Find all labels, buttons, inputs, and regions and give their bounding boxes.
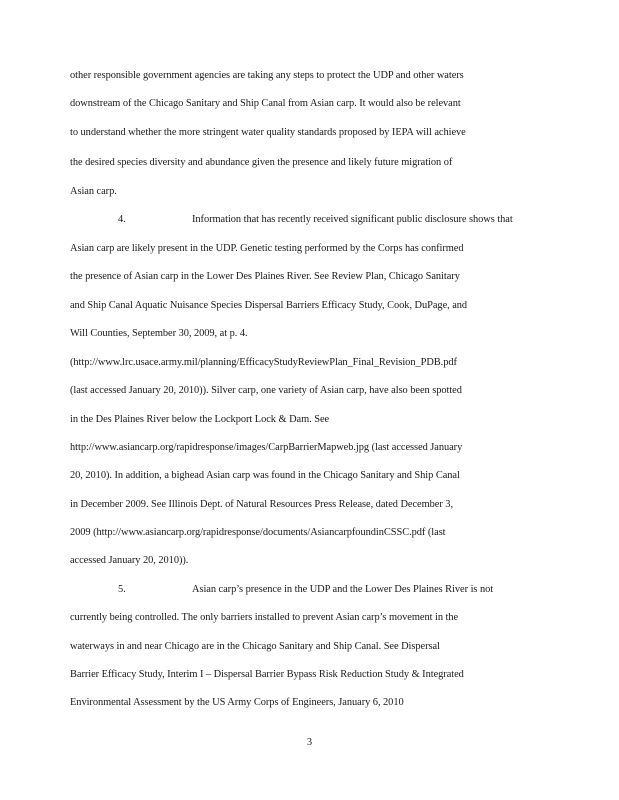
- paragraph-number: 4.: [118, 214, 126, 225]
- text-line: waterways in and near Chicago are in the Chicago Sanitary and Ship Canal. See Dispersal: [70, 641, 440, 652]
- text-line: (last accessed January 20, 2010)). Silver carp, one variety of Asian carp, have also been spotted: [70, 385, 462, 396]
- text-line: the desired species diversity and abundance given the presence and likely future migration of: [70, 157, 453, 168]
- text-line: Barrier Efficacy Study, Interim I – Dispersal Barrier Bypass Risk Reduction Study & Integrated: [70, 669, 464, 680]
- text-line: Asian carp.: [70, 186, 117, 197]
- text-line: 20, 2010). In addition, a bighead Asian carp was found in the Chicago Sanitary and Ship Canal: [70, 470, 460, 481]
- text-line: Environmental Assessment by the US Army Corps of Engineers, January 6, 2010: [70, 697, 404, 708]
- text-line: downstream of the Chicago Sanitary and Ship Canal from Asian carp. It would also be relevant: [70, 98, 461, 109]
- page-number: 3: [306, 737, 313, 748]
- text-line: and Ship Canal Aquatic Nuisance Species Dispersal Barriers Efficacy Study, Cook, DuPage, and: [70, 300, 468, 311]
- url-line[interactable]: http://www.asiancarp.org/rapidresponse/images/CarpBarrierMapweb.jpg (last accessed January: [70, 442, 463, 453]
- text-span: Information that has recently received significant public disclosure shows that: [192, 214, 513, 225]
- text-line: to understand whether the more stringent water quality standards proposed by IEPA will achieve: [70, 127, 466, 138]
- paragraph-first-line: [118, 214, 513, 225]
- paragraph-first-line: [118, 584, 493, 595]
- text-line: Asian carp are likely present in the UDP. Genetic testing performed by the Corps has confirmed: [70, 243, 464, 254]
- paragraph-number: 5.: [118, 584, 126, 595]
- text-span: Asian carp’s presence in the UDP and the Lower Des Plaines River is not: [192, 584, 494, 595]
- text-line: other responsible government agencies are taking any steps to protect the UDP and other waters: [70, 70, 464, 81]
- text-line: Will Counties, September 30, 2009, at p. 4.: [70, 328, 248, 339]
- url-line[interactable]: 2009 (http://www.asiancarp.org/rapidresponse/documents/AsiancarpfoundinCSSC.pdf (last: [70, 527, 446, 538]
- url-line[interactable]: (http://www.lrc.usace.army.mil/planning/EfficacyStudyReviewPlan_Final_Revision_PDB.pdf: [70, 357, 457, 368]
- text-line: accessed January 20, 2010)).: [70, 555, 189, 566]
- text-line: in the Des Plaines River below the Lockport Lock & Dam. See: [70, 414, 330, 425]
- text-line: in December 2009. See Illinois Dept. of Natural Resources Press Release, dated December 3,: [70, 499, 454, 510]
- text-line: currently being controlled. The only barriers installed to prevent Asian carp’s movement in the: [70, 612, 459, 623]
- text-line: the presence of Asian carp in the Lower Des Plaines River. See Review Plan, Chicago Sanitary: [70, 271, 460, 282]
